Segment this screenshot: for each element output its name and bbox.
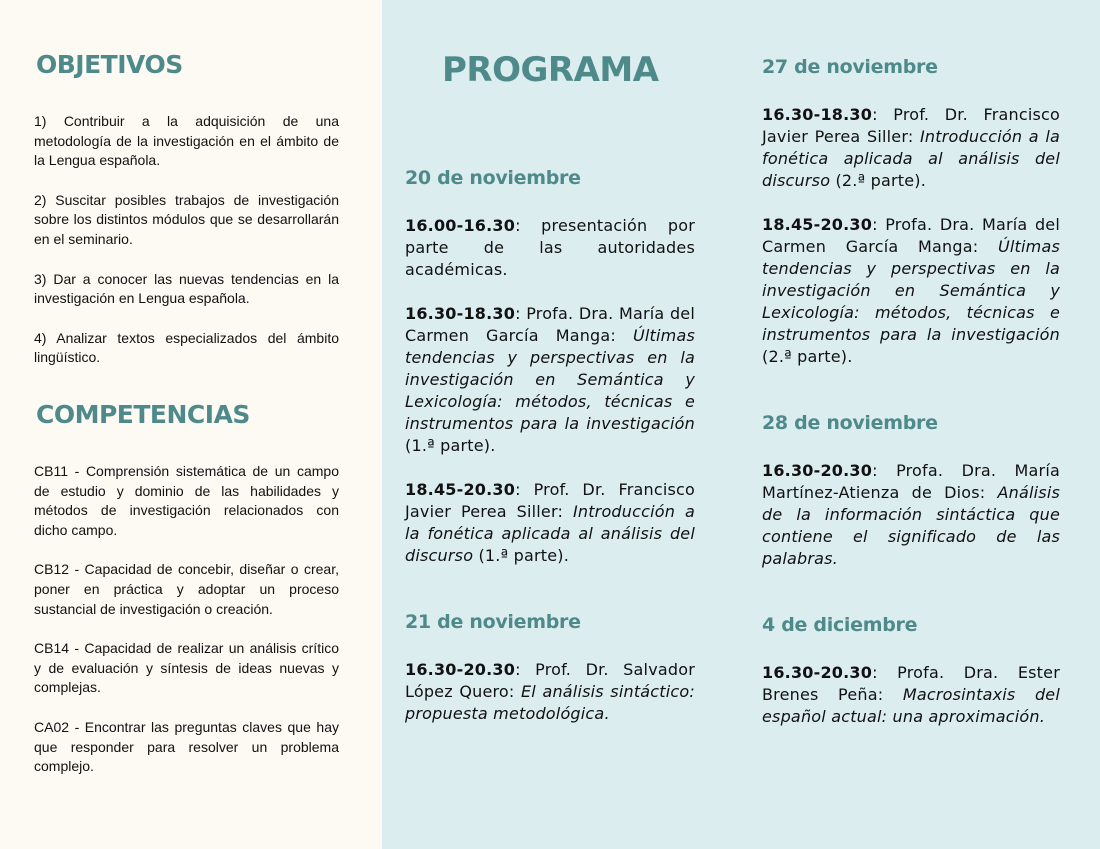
session-separator: : [515,216,542,235]
day-block [762,412,1060,570]
session-title: Últimas tendencias y perspectivas en la investigación en Semántica y Lexicología: métodos, técnicas e instrumentos para la investigación [762,237,1060,344]
day-block [405,167,695,567]
objetivo-item: 1) Contribuir a la adquisición de una metodología de la investigación en el ámbito de la Lengua española. [34,113,339,169]
session-suffix: (1.ª parte). [405,436,496,455]
competencia-item: CB11 - Comprensión sistemática de un campo de estudio y dominio de las habilidades y métodos de investigación relacionados con dicho campo. [34,463,339,538]
session-time: 16.30-20.30 [762,461,873,480]
session-speaker: Prof. Dr. Francisco Javier Perea Siller: [405,480,695,521]
session-time: 16.30-18.30 [405,304,516,323]
competencias-heading: COMPETENCIAS [36,400,250,429]
session-suffix: (2.ª parte). [830,171,926,190]
session-time: 18.45-20.30 [762,215,873,234]
objetivo-item: 4) Analizar textos especializados del ámbito lingüístico. [34,329,339,366]
session-time: 18.45-20.30 [405,480,516,499]
session-time: 16.30-20.30 [405,660,516,679]
session-separator: : [872,105,894,124]
session-time: 16.00-16.30 [405,216,516,235]
session-suffix: (2.ª parte). [762,347,853,366]
session-separator: : [872,461,897,480]
session-separator: : [515,660,536,679]
left-panel [0,0,382,849]
session [762,214,1060,368]
day-date: 4 de diciembre [762,614,918,636]
session-speaker: Profa. Dra. María del Carmen García Manga: [405,304,695,345]
day-date: 21 de noviembre [405,611,581,633]
session [762,104,1060,192]
program-column-2 [762,56,1060,750]
objetivos-heading: OBJETIVOS [36,50,183,79]
session [405,659,695,725]
session [762,662,1060,728]
objetivo-item: 2) Suscitar posibles trabajos de investigación sobre los distintos módulos que se desarrollarán en el seminario. [34,191,339,247]
session-separator: : [515,304,527,323]
session-title: Introducción a la fonética aplicada al análisis del discurso [405,502,695,565]
session-time: 16.30-18.30 [762,105,873,124]
session-speaker: Profa. Dra. María del Carmen García Manga: [762,215,1060,256]
day-block [762,614,1060,728]
competencias-list [34,462,339,797]
session [405,479,695,567]
program-column-1 [405,167,695,747]
session-separator: : [515,480,534,499]
session-title: El análisis sintáctico: propuesta metodológica. [405,682,695,723]
competencia-item: CA02 - Encontrar las preguntas claves que hay que responder para resolver un problema complejo. [34,718,339,775]
day-date: 28 de noviembre [762,412,938,434]
session-speaker: Prof. Dr. Salvador López Quero: [405,660,695,701]
objetivo-item: 3) Dar a conocer las nuevas tendencias en la investigación en Lengua española. [34,270,339,307]
session-title: Macrosintaxis del español actual: una aproximación. [762,685,1060,726]
day-block [405,611,695,725]
competencia-item: CB14 - Capacidad de realizar un análisis crítico y de evaluación y síntesis de ideas nuevas y complejas. [34,640,339,696]
day-date: 27 de noviembre [762,56,938,78]
session-speaker: Profa. Dra. María Martínez-Atienza de Dios: [762,461,1060,502]
day-block [762,56,1060,368]
session [405,303,695,457]
session-title: Análisis de la información sintáctica que contiene el significado de las palabras. [762,483,1060,568]
competencia-item: CB12 - Capacidad de concebir, diseñar o crear, poner en práctica y adoptar un proceso sustancial de investigación o creación. [34,561,339,617]
session-separator: : [872,215,886,234]
objetivos-list [34,112,339,388]
day-date: 20 de noviembre [405,167,581,189]
session-speaker: presentación por parte de las autoridades académicas. [405,216,695,279]
session-time: 16.30-20.30 [762,663,873,682]
session-title: Últimas tendencias y perspectivas en la investigación en Semántica y Lexicología: métodos, técnicas e instrumentos para la investigación [405,326,695,433]
session-separator: : [872,663,898,682]
session-speaker: Prof. Dr. Francisco Javier Perea Siller: [762,105,1060,146]
session [405,215,695,281]
session-suffix: (1.ª parte). [473,546,569,565]
session-title: Introducción a la fonética aplicada al análisis del discurso [762,127,1060,190]
session-speaker: Profa. Dra. Ester Brenes Peña: [762,663,1060,704]
session [762,460,1060,570]
programa-heading: PROGRAMA [442,50,659,90]
